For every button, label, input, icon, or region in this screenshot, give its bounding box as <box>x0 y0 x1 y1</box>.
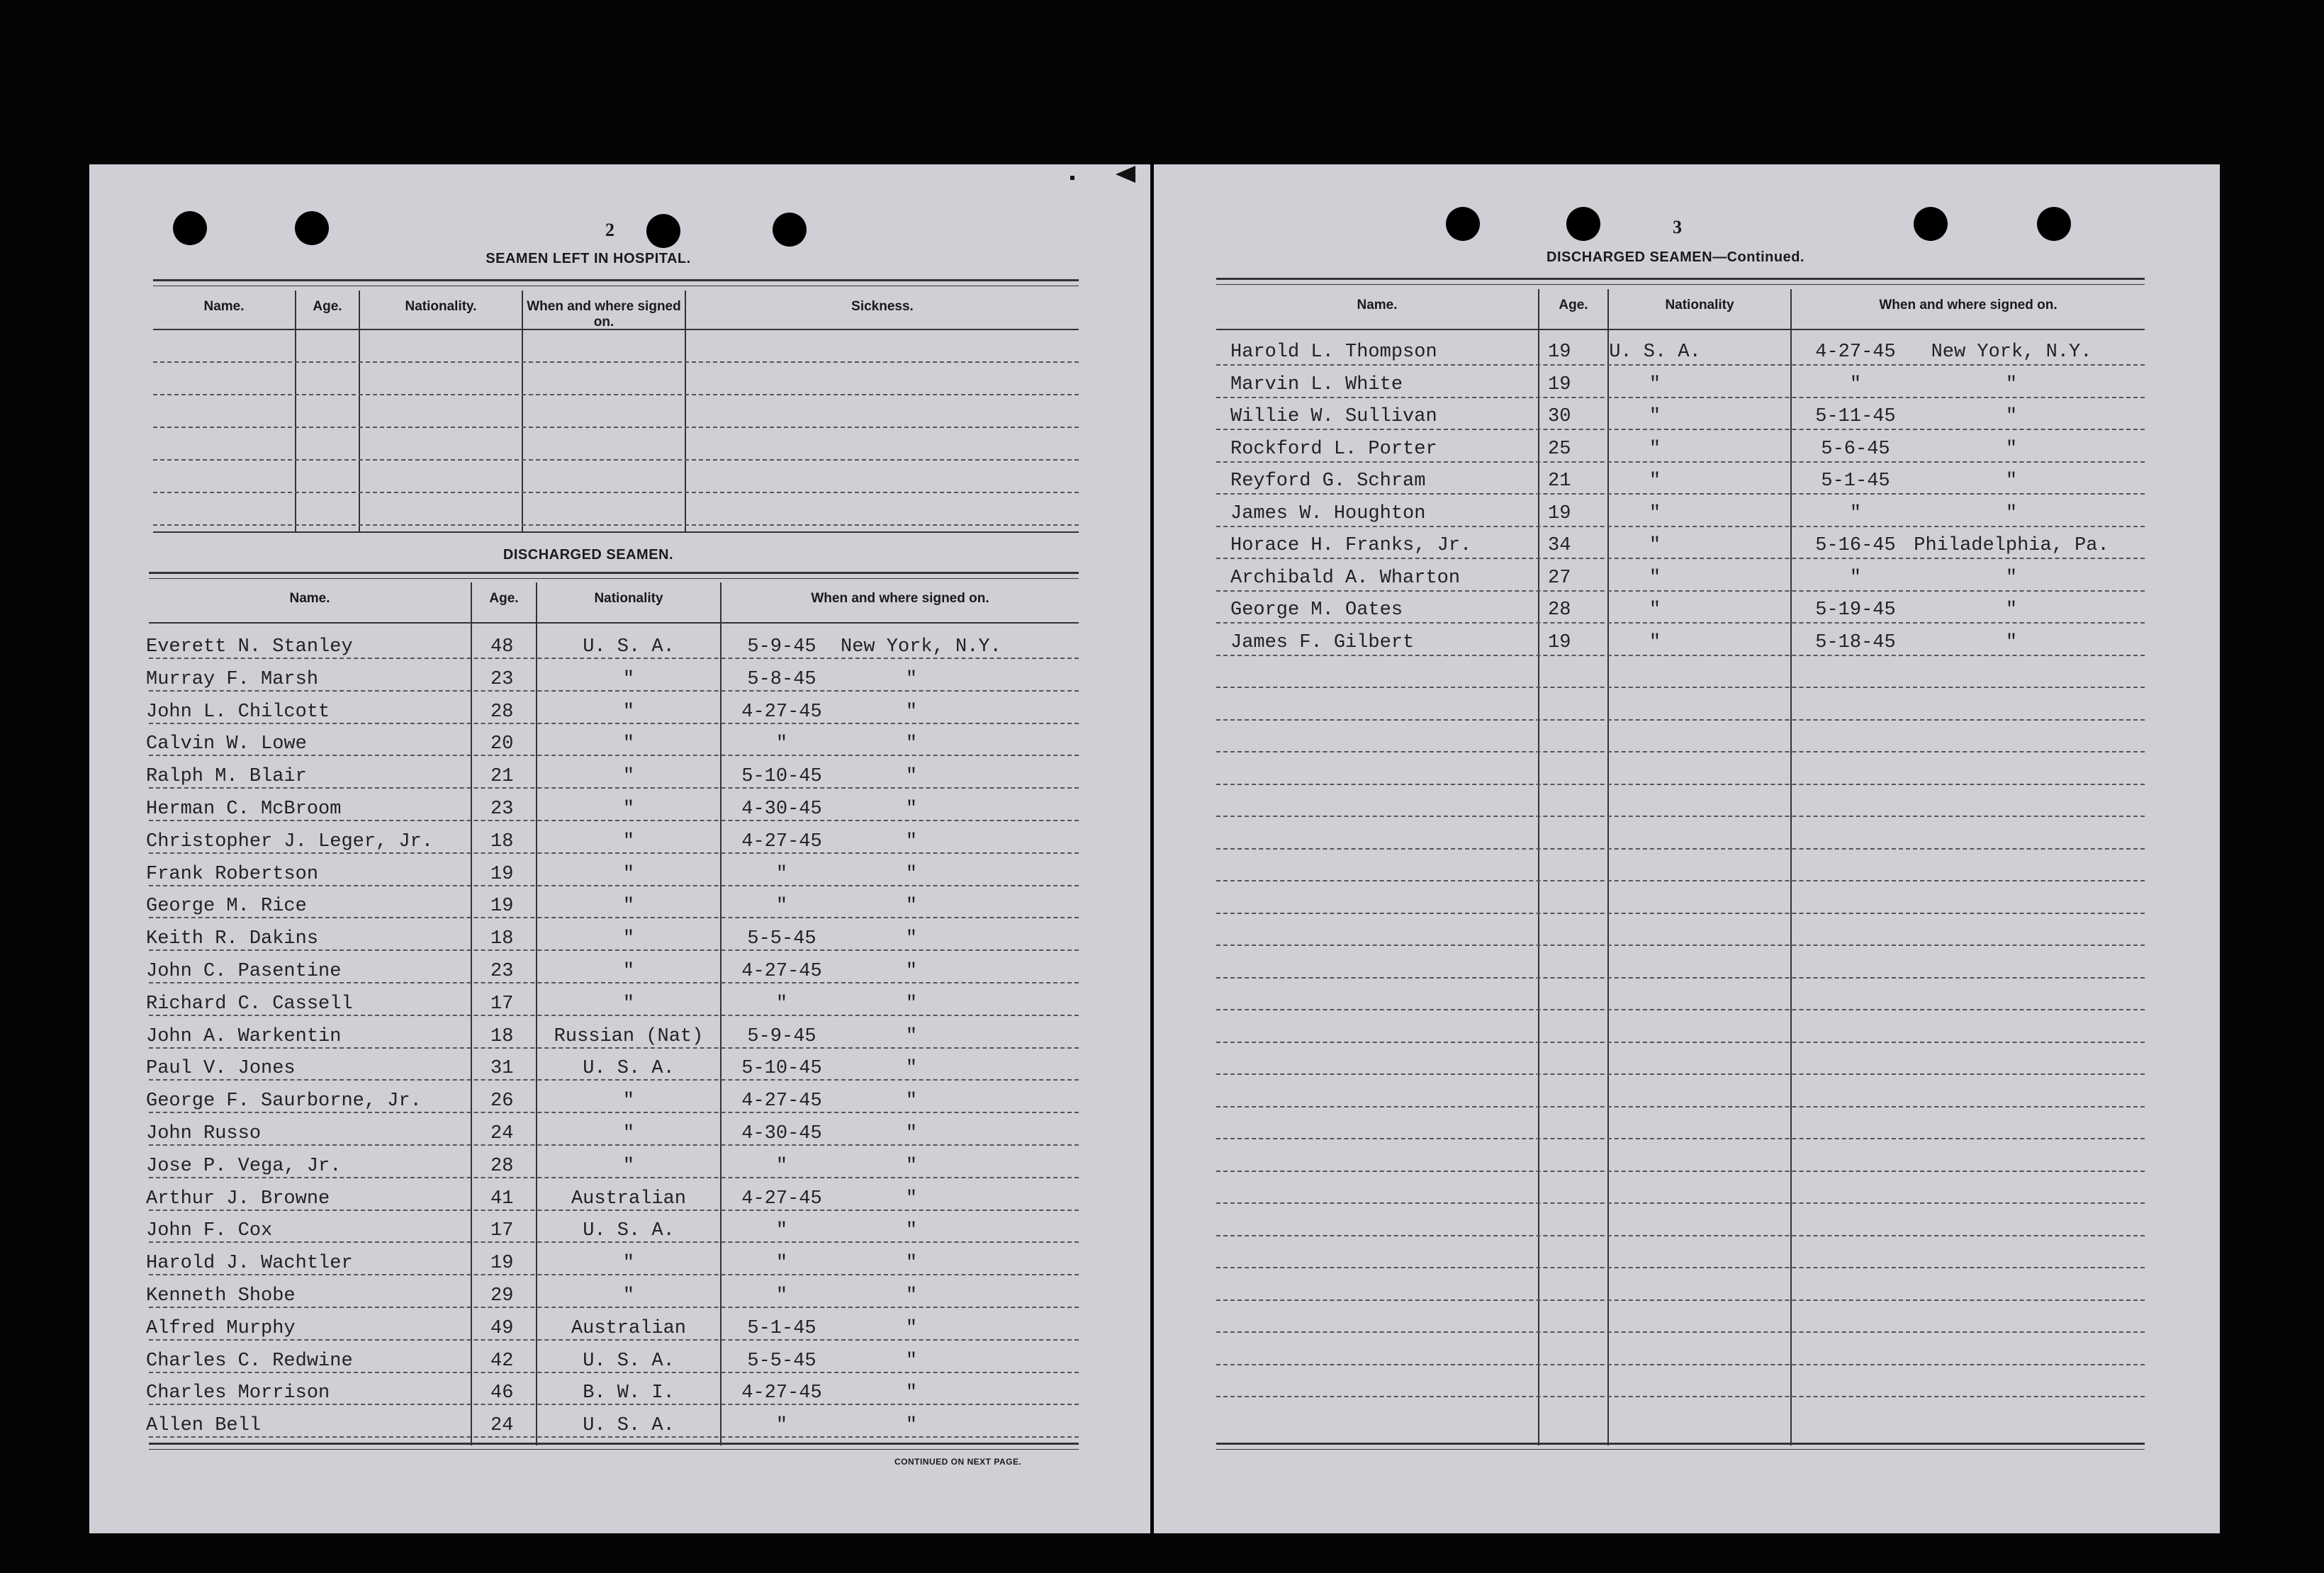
header-nationality: Nationality <box>594 591 663 606</box>
row-rule <box>1216 1042 2145 1043</box>
seaman-nationality: Australian <box>571 1188 687 1210</box>
signed-on-date: " <box>1849 373 1862 395</box>
signed-on-place: " <box>905 1220 918 1242</box>
seaman-name: George M. Rice <box>146 896 307 918</box>
row-rule <box>149 690 1079 692</box>
seaman-nationality: " <box>622 993 635 1015</box>
row-rule <box>1216 1171 2145 1172</box>
signed-on-date: " <box>775 1155 788 1177</box>
seaman-nationality: " <box>622 1123 635 1144</box>
header-when-where: When and where signed on. <box>811 591 989 606</box>
row-rule <box>149 1144 1079 1146</box>
signed-on-place: " <box>905 701 918 723</box>
row-rule <box>1216 1138 2145 1139</box>
signed-on-date: 5-1-45 <box>1821 470 1890 492</box>
signed-on-date: 5-9-45 <box>747 636 816 658</box>
seaman-nationality: " <box>622 668 635 690</box>
row-rule <box>153 427 1079 428</box>
hospital-bottom-rule <box>153 531 1079 533</box>
column-divider <box>1538 289 1539 1445</box>
header-nationality: Nationality. <box>405 299 477 314</box>
row-rule <box>1216 397 2145 398</box>
signed-on-date: 5-10-45 <box>741 1058 822 1080</box>
header-age: Age. <box>313 299 342 314</box>
signed-on-date: 5-8-45 <box>747 668 816 690</box>
row-rule <box>1216 461 2145 463</box>
right-top-rule <box>1216 278 2145 285</box>
seaman-name: Marvin L. White <box>1230 373 1403 395</box>
row-rule <box>1216 1267 2145 1268</box>
seaman-nationality: " <box>622 928 635 950</box>
right-header-rule <box>1216 329 2145 330</box>
seaman-age: 25 <box>1548 438 1571 460</box>
signed-on-place: " <box>905 928 918 950</box>
signed-on-place: " <box>2005 599 2018 621</box>
column-divider <box>1790 289 1792 1445</box>
signed-on-date: 4-27-45 <box>741 961 822 982</box>
seaman-nationality: Australian <box>571 1317 687 1339</box>
signed-on-place: " <box>905 1317 918 1339</box>
row-rule <box>149 1404 1079 1405</box>
seaman-age: 19 <box>1548 502 1571 524</box>
signed-on-place: " <box>905 1090 918 1112</box>
seaman-age: 27 <box>1548 567 1571 589</box>
seaman-name: John L. Chilcott <box>146 701 330 723</box>
row-rule <box>1216 913 2145 914</box>
signed-on-place: " <box>905 1188 918 1210</box>
signed-on-place: " <box>905 1058 918 1080</box>
row-rule <box>1216 493 2145 495</box>
seaman-name: John A. Warkentin <box>146 1025 342 1047</box>
header-when-where: When and where signed on. <box>527 299 681 329</box>
seaman-name: John C. Pasentine <box>146 961 342 982</box>
seaman-age: 17 <box>490 1220 514 1242</box>
row-rule <box>1216 1106 2145 1107</box>
seaman-age: 19 <box>490 896 514 918</box>
header-sickness: Sickness. <box>851 299 914 314</box>
seaman-age: 17 <box>490 993 514 1015</box>
seaman-name: Calvin W. Lowe <box>146 733 307 755</box>
seaman-name: Murray F. Marsh <box>146 668 319 690</box>
row-rule <box>1216 784 2145 785</box>
row-rule <box>1216 1202 2145 1204</box>
row-rule <box>1216 719 2145 721</box>
seaman-age: 19 <box>1548 373 1571 395</box>
seaman-name: Christopher J. Leger, Jr. <box>146 830 434 852</box>
seaman-nationality: " <box>622 961 635 982</box>
seaman-nationality: " <box>622 1285 635 1307</box>
row-rule <box>1216 1396 2145 1397</box>
seaman-name: Archibald A. Wharton <box>1230 567 1461 589</box>
seaman-name: Jose P. Vega, Jr. <box>146 1155 342 1177</box>
seaman-nationality: U. S. A. <box>583 1350 675 1372</box>
signed-on-date: " <box>1849 567 1862 589</box>
row-rule <box>149 917 1079 918</box>
seaman-nationality: " <box>622 701 635 723</box>
signed-on-date: 4-27-45 <box>741 701 822 723</box>
row-rule <box>149 949 1079 951</box>
seaman-age: 31 <box>490 1058 514 1080</box>
seaman-name: John Russo <box>146 1123 262 1144</box>
seaman-name: Keith R. Dakins <box>146 928 319 950</box>
seaman-nationality: U. S. A. <box>1609 342 1701 363</box>
row-rule <box>149 755 1079 756</box>
signed-on-date: 5-19-45 <box>1815 599 1896 621</box>
seaman-name: James W. Houghton <box>1230 502 1426 524</box>
header-age: Age. <box>489 591 519 606</box>
signed-on-place: Philadelphia, Pa. <box>1914 535 2109 556</box>
row-rule <box>149 1210 1079 1211</box>
signed-on-date: " <box>775 1415 788 1437</box>
signed-on-date: 5-9-45 <box>747 1025 816 1047</box>
row-rule <box>149 885 1079 886</box>
column-divider <box>1607 289 1609 1445</box>
punch-hole <box>2037 207 2071 241</box>
signed-on-place: " <box>905 1382 918 1404</box>
seaman-name: Rockford L. Porter <box>1230 438 1437 460</box>
row-rule <box>149 1436 1079 1438</box>
row-rule <box>1216 977 2145 979</box>
signed-on-date: 5-6-45 <box>1821 438 1890 460</box>
seaman-nationality: " <box>1649 535 1661 556</box>
discharged-continued-title: DISCHARGED SEAMEN—Continued. <box>1546 249 1804 265</box>
header-name: Name. <box>203 299 245 314</box>
row-rule <box>149 787 1079 789</box>
right-page <box>1154 164 2220 1533</box>
signed-on-date: 4-27-45 <box>741 830 822 852</box>
signed-on-date: 5-18-45 <box>1815 631 1896 653</box>
signed-on-place: " <box>905 1350 918 1372</box>
seaman-nationality: " <box>622 733 635 755</box>
row-rule <box>149 1372 1079 1373</box>
row-rule <box>1216 364 2145 366</box>
seaman-age: 18 <box>490 1025 514 1047</box>
binding-speck <box>1070 176 1074 180</box>
punch-hole <box>773 213 807 247</box>
signed-on-place: " <box>905 1253 918 1275</box>
row-rule <box>1216 880 2145 881</box>
header-name: Name. <box>289 591 330 606</box>
signed-on-date: 5-11-45 <box>1815 406 1896 427</box>
seaman-age: 19 <box>490 1253 514 1275</box>
seaman-name: Arthur J. Browne <box>146 1188 330 1210</box>
seaman-name: Ralph M. Blair <box>146 766 307 788</box>
signed-on-date: 5-5-45 <box>747 928 816 950</box>
column-divider <box>359 291 360 531</box>
seaman-nationality: " <box>622 863 635 885</box>
binding-arrow-mark <box>1116 166 1135 183</box>
row-rule <box>149 820 1079 821</box>
row-rule <box>1216 1364 2145 1365</box>
seaman-age: 18 <box>490 928 514 950</box>
seaman-name: Willie W. Sullivan <box>1230 406 1437 427</box>
seaman-nationality: B. W. I. <box>583 1382 675 1404</box>
seaman-age: 19 <box>490 863 514 885</box>
row-rule <box>149 982 1079 983</box>
header-age: Age. <box>1559 298 1588 312</box>
seaman-nationality: " <box>622 830 635 852</box>
row-rule <box>1216 1299 2145 1301</box>
discharged-bottom-rule <box>149 1443 1079 1450</box>
seaman-nationality: " <box>622 1253 635 1275</box>
seaman-nationality: " <box>622 766 635 788</box>
punch-hole <box>1566 207 1600 241</box>
signed-on-date: 4-27-45 <box>1815 342 1896 363</box>
hospital-section-title: SEAMEN LEFT IN HOSPITAL. <box>485 251 691 266</box>
seaman-nationality: U. S. A. <box>583 1220 675 1242</box>
signed-on-place: " <box>905 1285 918 1307</box>
signed-on-place: " <box>905 961 918 982</box>
row-rule <box>149 658 1079 659</box>
seaman-name: Paul V. Jones <box>146 1058 296 1080</box>
row-rule <box>1216 590 2145 592</box>
signed-on-date: 4-30-45 <box>741 1123 822 1144</box>
seaman-nationality: " <box>1649 631 1661 653</box>
left-page <box>89 164 1150 1533</box>
column-divider <box>685 291 686 531</box>
seaman-age: 23 <box>490 668 514 690</box>
hospital-header-rule <box>153 329 1079 330</box>
seaman-nationality: U. S. A. <box>583 1415 675 1437</box>
seaman-age: 30 <box>1548 406 1571 427</box>
signed-on-place: " <box>905 1025 918 1047</box>
seaman-name: James F. Gilbert <box>1230 631 1415 653</box>
seaman-age: 23 <box>490 799 514 820</box>
seaman-name: Horace H. Franks, Jr. <box>1230 535 1472 556</box>
seaman-age: 19 <box>1548 342 1571 363</box>
signed-on-date: " <box>775 993 788 1015</box>
seaman-name: Harold J. Wachtler <box>146 1253 353 1275</box>
signed-on-date: " <box>775 863 788 885</box>
signed-on-place: New York, N.Y. <box>1931 342 2092 363</box>
row-rule <box>1216 1073 2145 1075</box>
signed-on-place: " <box>2005 438 2018 460</box>
signed-on-place: " <box>905 896 918 918</box>
row-rule <box>1216 1235 2145 1236</box>
signed-on-place: " <box>905 799 918 820</box>
seaman-age: 41 <box>490 1188 514 1210</box>
seaman-name: Charles C. Redwine <box>146 1350 353 1372</box>
seaman-name: Richard C. Cassell <box>146 993 353 1015</box>
seaman-age: 26 <box>490 1090 514 1112</box>
seaman-age: 24 <box>490 1123 514 1144</box>
signed-on-date: 5-5-45 <box>747 1350 816 1372</box>
seaman-name: Everett N. Stanley <box>146 636 353 658</box>
punch-hole <box>173 211 207 245</box>
signed-on-date: 4-30-45 <box>741 799 822 820</box>
row-rule <box>1216 1009 2145 1010</box>
header-when-where: When and where signed on. <box>1879 298 2058 312</box>
signed-on-date: " <box>775 896 788 918</box>
signed-on-place: " <box>2005 567 2018 589</box>
punch-hole <box>1446 207 1480 241</box>
seaman-name: John F. Cox <box>146 1220 273 1242</box>
seaman-age: 21 <box>1548 470 1571 492</box>
seaman-age: 46 <box>490 1382 514 1404</box>
row-rule <box>149 1241 1079 1243</box>
discharged-header-rule <box>149 622 1079 624</box>
signed-on-place: " <box>2005 631 2018 653</box>
seaman-nationality: " <box>1649 470 1661 492</box>
row-rule <box>1216 848 2145 850</box>
continued-note: CONTINUED ON NEXT PAGE. <box>894 1457 1022 1467</box>
page-number: 2 <box>605 220 614 240</box>
row-rule <box>1216 558 2145 559</box>
seaman-name: Alfred Murphy <box>146 1317 296 1339</box>
row-rule <box>1216 751 2145 752</box>
seaman-age: 20 <box>490 733 514 755</box>
seaman-age: 19 <box>1548 631 1571 653</box>
header-nationality: Nationality <box>1665 298 1734 312</box>
seaman-name: George M. Oates <box>1230 599 1403 621</box>
seaman-nationality: U. S. A. <box>583 1058 675 1080</box>
signed-on-date: 4-27-45 <box>741 1382 822 1404</box>
row-rule <box>149 1015 1079 1016</box>
signed-on-date: 5-16-45 <box>1815 535 1896 556</box>
seaman-nationality: " <box>1649 406 1661 427</box>
signed-on-date: 5-10-45 <box>741 766 822 788</box>
row-rule <box>153 459 1079 461</box>
seaman-name: Herman C. McBroom <box>146 799 342 820</box>
signed-on-place: " <box>2005 373 2018 395</box>
row-rule <box>1216 655 2145 656</box>
seaman-age: 28 <box>490 1155 514 1177</box>
punch-hole <box>295 211 329 245</box>
seaman-nationality: Russian (Nat) <box>554 1025 704 1047</box>
seaman-nationality: U. S. A. <box>583 636 675 658</box>
seaman-age: 23 <box>490 961 514 982</box>
row-rule <box>149 1307 1079 1308</box>
signed-on-place: " <box>905 1155 918 1177</box>
seaman-age: 18 <box>490 830 514 852</box>
signed-on-place: " <box>905 1415 918 1437</box>
row-rule <box>149 1079 1079 1081</box>
right-bottom-rule <box>1216 1443 2145 1450</box>
seaman-age: 21 <box>490 766 514 788</box>
seaman-name: Reyford G. Schram <box>1230 470 1426 492</box>
seaman-nationality: " <box>622 799 635 820</box>
row-rule <box>149 852 1079 854</box>
seaman-nationality: " <box>622 896 635 918</box>
signed-on-place: " <box>905 668 918 690</box>
seaman-name: Frank Robertson <box>146 863 319 885</box>
row-rule <box>149 1112 1079 1113</box>
seaman-age: 24 <box>490 1415 514 1437</box>
row-rule <box>149 1177 1079 1178</box>
row-rule <box>1216 945 2145 946</box>
seaman-name: Kenneth Shobe <box>146 1285 296 1307</box>
seaman-nationality: " <box>1649 599 1661 621</box>
signed-on-date: 4-27-45 <box>741 1188 822 1210</box>
column-divider <box>295 291 296 531</box>
row-rule <box>1216 429 2145 430</box>
row-rule <box>149 1274 1079 1275</box>
seaman-age: 28 <box>490 701 514 723</box>
signed-on-place: " <box>905 766 918 788</box>
row-rule <box>149 723 1079 724</box>
signed-on-place: " <box>905 733 918 755</box>
seaman-age: 28 <box>1548 599 1571 621</box>
seaman-age: 29 <box>490 1285 514 1307</box>
seaman-nationality: " <box>1649 502 1661 524</box>
header-name: Name. <box>1357 298 1398 312</box>
seaman-name: George F. Saurborne, Jr. <box>146 1090 422 1112</box>
signed-on-place: " <box>905 863 918 885</box>
seaman-nationality: " <box>1649 438 1661 460</box>
hospital-top-rule <box>153 279 1079 286</box>
seaman-age: 34 <box>1548 535 1571 556</box>
row-rule <box>1216 622 2145 624</box>
seaman-name: Harold L. Thompson <box>1230 342 1437 363</box>
signed-on-place: " <box>2005 406 2018 427</box>
signed-on-date: " <box>775 1285 788 1307</box>
seaman-age: 49 <box>490 1317 514 1339</box>
seaman-nationality: " <box>622 1155 635 1177</box>
seaman-name: Allen Bell <box>146 1415 262 1437</box>
row-rule <box>1216 687 2145 688</box>
signed-on-date: " <box>1849 502 1862 524</box>
discharged-section-title: DISCHARGED SEAMEN. <box>503 547 674 563</box>
signed-on-place: " <box>905 993 918 1015</box>
signed-on-date: 4-27-45 <box>741 1090 822 1112</box>
signed-on-place: " <box>905 830 918 852</box>
signed-on-date: " <box>775 1220 788 1242</box>
seaman-age: 42 <box>490 1350 514 1372</box>
row-rule <box>1216 816 2145 817</box>
row-rule <box>1216 1331 2145 1333</box>
page-number: 3 <box>1673 217 1682 237</box>
signed-on-date: " <box>775 733 788 755</box>
signed-on-date: " <box>775 1253 788 1275</box>
row-rule <box>153 394 1079 395</box>
discharged-top-rule <box>149 572 1079 579</box>
signed-on-place: " <box>2005 502 2018 524</box>
row-rule <box>153 492 1079 493</box>
signed-on-date: 5-1-45 <box>747 1317 816 1339</box>
column-divider <box>522 291 523 531</box>
signed-on-place: " <box>2005 470 2018 492</box>
signed-on-place: " <box>905 1123 918 1144</box>
seaman-nationality: " <box>622 1090 635 1112</box>
punch-hole <box>1914 207 1948 241</box>
seaman-nationality: " <box>1649 373 1661 395</box>
seaman-age: 48 <box>490 636 514 658</box>
row-rule <box>153 524 1079 526</box>
row-rule <box>149 1339 1079 1341</box>
punch-hole <box>646 214 680 248</box>
row-rule <box>1216 526 2145 527</box>
seaman-nationality: " <box>1649 567 1661 589</box>
signed-on-place: New York, N.Y. <box>841 636 1001 658</box>
row-rule <box>149 1047 1079 1049</box>
seaman-name: Charles Morrison <box>146 1382 330 1404</box>
row-rule <box>153 361 1079 363</box>
